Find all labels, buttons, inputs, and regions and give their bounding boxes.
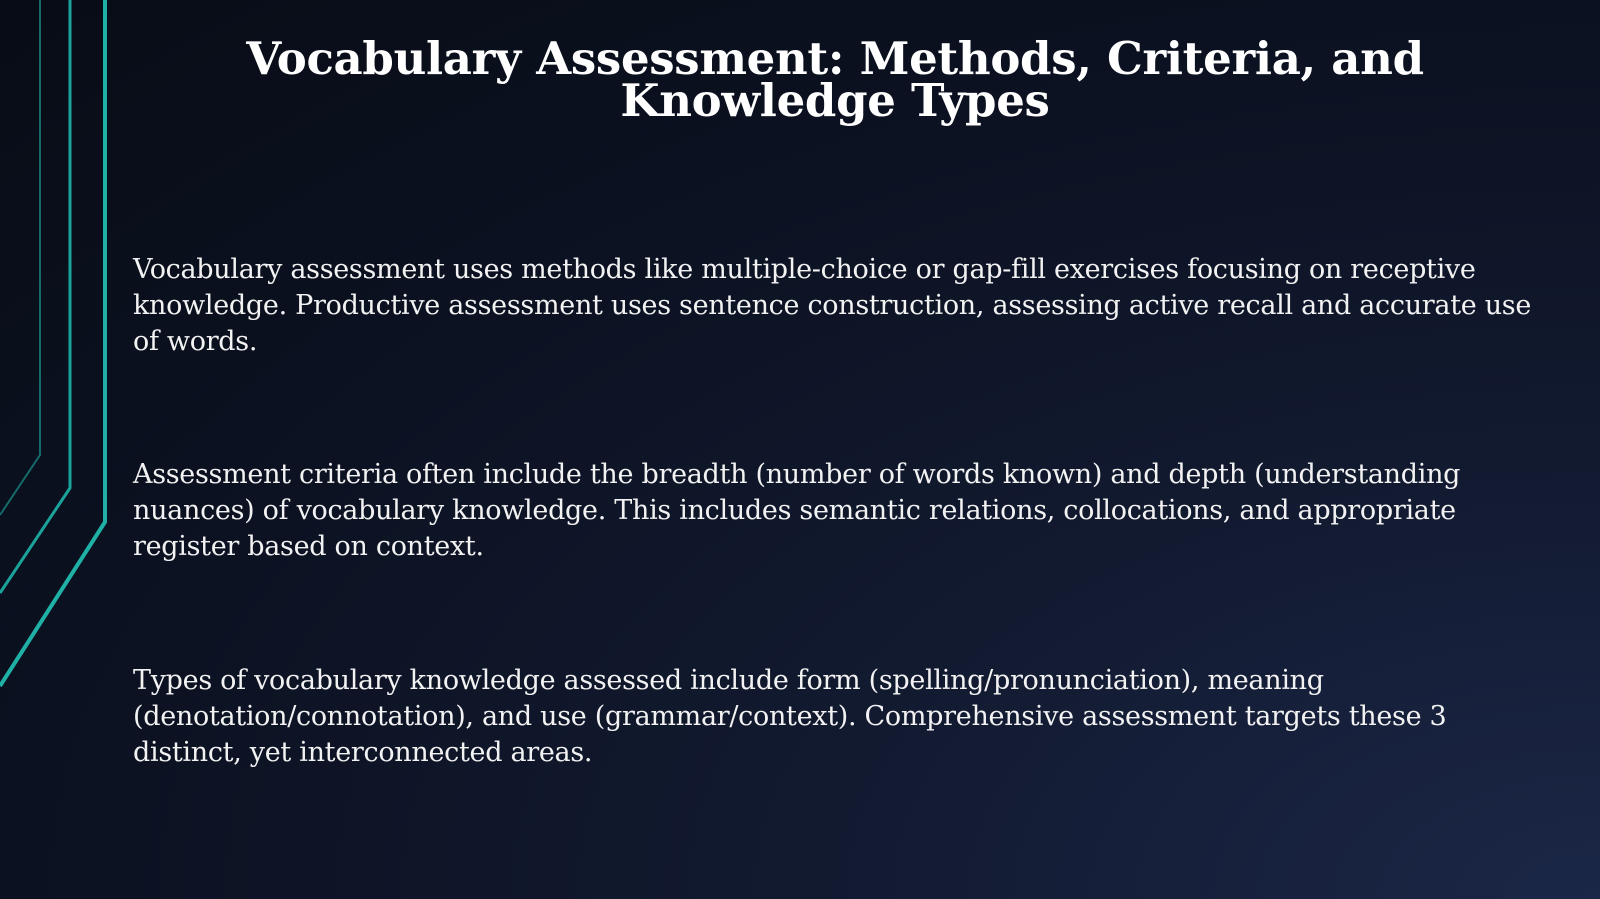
decorative-accent-lines (0, 0, 120, 899)
paragraph-criteria: Assessment criteria often include the breadth (number of words known) and depth (understanding nuances) of vocabulary knowledge. This includes semantic relations, collocations, and appropriate register based on context. (133, 459, 1461, 562)
accent-line-inner (0, 0, 40, 515)
accent-line-middle (0, 0, 70, 593)
paragraph-methods: Vocabulary assessment uses methods like multiple-choice or gap-fill exercises focusing on receptive knowledge. Productive assessment uses sentence construction, assessing active recall and accurate use of words. (133, 254, 1532, 357)
slide-title: Vocabulary Assessment: Methods, Criteria, and Knowledge Types (246, 32, 1424, 127)
accent-line-outer (0, 0, 105, 686)
paragraph-knowledge-types: Types of vocabulary knowledge assessed include form (spelling/pronunciation), meaning (denotation/connotation), and use (grammar/context). Comprehensive assessment targets these 3 distinct, yet interconnected areas. (133, 665, 1447, 768)
